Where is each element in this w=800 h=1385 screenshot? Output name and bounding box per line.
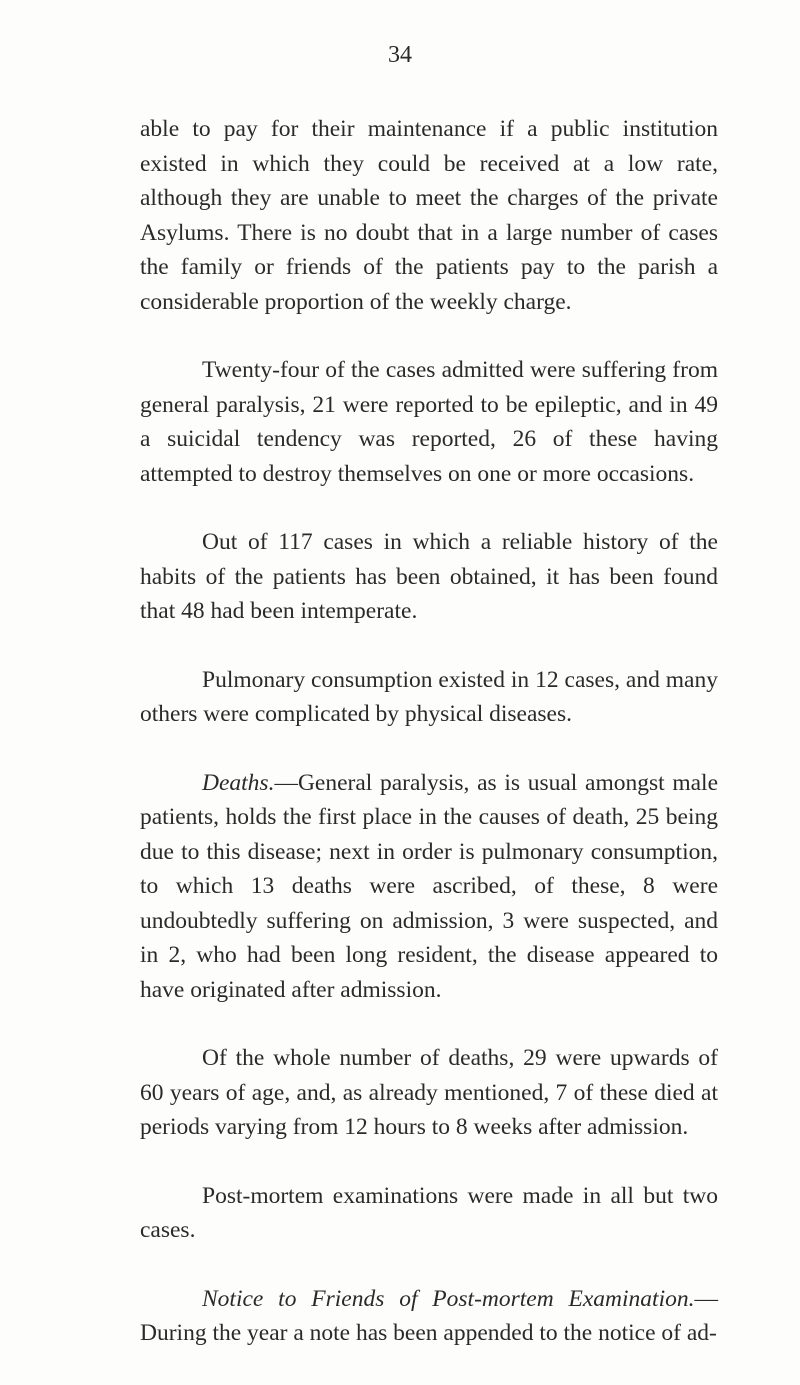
deaths-heading: Deaths. [202,769,275,796]
paragraph-general-paralysis: Twenty-four of the cases admitted were suffering from general paralysis, 21 were reported to be epileptic, and in 49 a suicidal tendency was reported, 26 of these having attempted to destroy themselves on one or more occasions. [140,357,718,487]
paragraph-consumption: Pulmonary consumption existed in 12 cases, and many others were complicated by physical diseases. [140,666,718,727]
deaths-text: —General paralysis, as is usual amongst male patients, holds the first place in the causes of death, 25 being due to this disease; next in order is pulmonary consumption, to which 13 deaths were ascribed, of these, 8 were undoubtedly suffering on admission, 3 were suspected, and in 2, who had been long resident, the disease appeared to have originated after admission. [140,769,718,1003]
notice-heading: Notice to Friends of Post-mortem Examination. [202,1285,695,1312]
body-text [140,112,718,1385]
paragraph-continued: able to pay for their maintenance if a public institution existed in which they could be received at a low rate, although they are unable to meet the charges of the private Asylums. There is no doubt that in a large number of cases the family or friends of the patients pay to the parish a considerable proportion of the weekly charge. [140,116,718,315]
paragraph-age-of-deaths: Of the whole number of deaths, 29 were upwards of 60 years of age, and, as already mentioned, 7 of these died at periods varying from 12 hours to 8 weeks after admission. [140,1045,718,1140]
page-number: 34 [388,42,412,68]
paragraph-notice-to-friends [140,1282,718,1351]
notice-text: —During the year a note has been appended to the notice of ad- [140,1285,718,1346]
paragraph-post-mortem: Post-mortem examinations were made in all but two cases. [140,1182,718,1243]
paragraph-deaths [140,766,718,1008]
paragraph-intemperance: Out of 117 cases in which a reliable history of the habits of the patients has been obtained, it has been found that 48 had been intemperate. [140,529,718,624]
